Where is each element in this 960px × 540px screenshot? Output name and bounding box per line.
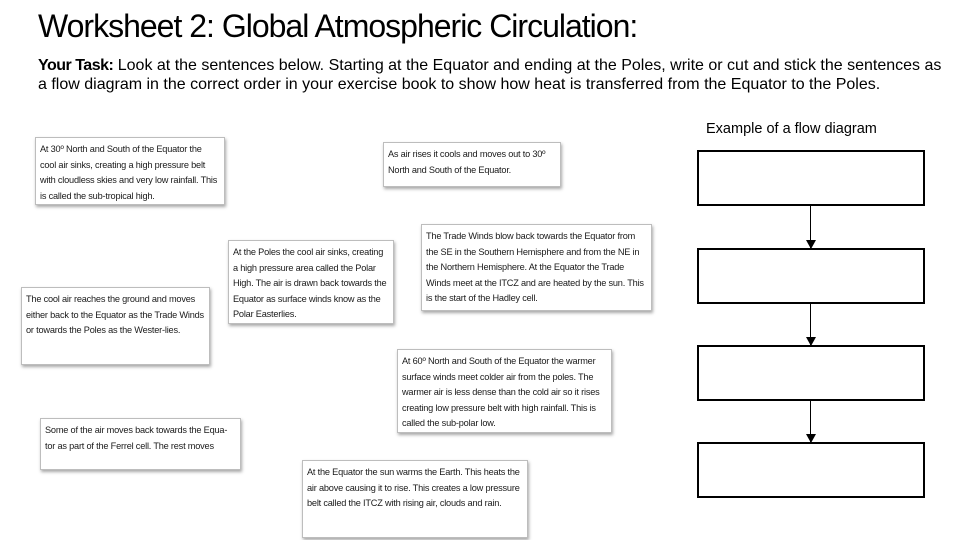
- flow-diagram-box: [697, 345, 925, 401]
- card-air-rises-cools: As air rises it cools and moves out to 30º North and South of the Equator.: [383, 142, 561, 187]
- card-subpolar-low: At 60º North and South of the Equator the warmer surface winds meet colder air from the poles. The warmer air is less dense than the cold air so it rises creating low pressure belt with high rainfall. This is called the sub-polar low.: [397, 349, 612, 433]
- card-cool-air-ground: The cool air reaches the ground and moves either back to the Equator as the Trade Winds or towards the Poles as the Wester-lies.: [21, 287, 210, 365]
- task-label: Your Task:: [38, 57, 114, 74]
- flow-diagram-example-label: Example of a flow diagram: [706, 121, 877, 137]
- flow-arrow: [810, 206, 811, 248]
- worksheet-title: Worksheet 2: Global Atmospheric Circulation:: [38, 8, 638, 44]
- card-trade-winds: The Trade Winds blow back towards the Equator from the SE in the Southern Hemisphere and from the NE in the Northern Hemisphere. At the Equator the Trade Winds meet at the ITCZ and are heated by the sun. This is the start of the Hadley cell.: [421, 224, 652, 311]
- flow-arrow: [810, 304, 811, 345]
- task-text: Look at the sentences below. Starting at the Equator and ending at the Poles, write or cut and stick the sentences as a flow diagram in the correct order in your exercise book to show how heat is transferred from the Equator to the Poles.: [38, 57, 942, 93]
- card-equator-sun: At the Equator the sun warms the Earth. This heats the air above causing it to rise. This creates a low pressure belt called the ITCZ with rising air, clouds and rain.: [302, 460, 528, 538]
- card-ferrel-cell: Some of the air moves back towards the Equa-tor as part of the Ferrel cell. The rest moves: [40, 418, 241, 470]
- flow-diagram-box: [697, 248, 925, 304]
- task-instructions: [38, 56, 943, 94]
- card-polar-high: At the Poles the cool air sinks, creating a high pressure area called the Polar High. The air is drawn back towards the Equator as surface winds know as the Polar Easterlies.: [228, 240, 394, 324]
- flow-diagram-box: [697, 442, 925, 498]
- flow-diagram-box: [697, 150, 925, 206]
- flow-arrow: [810, 401, 811, 442]
- card-subtropical-high: At 30º North and South of the Equator the cool air sinks, creating a high pressure belt with cloudless skies and very low rainfall. This is called the sub-tropical high.: [35, 137, 225, 205]
